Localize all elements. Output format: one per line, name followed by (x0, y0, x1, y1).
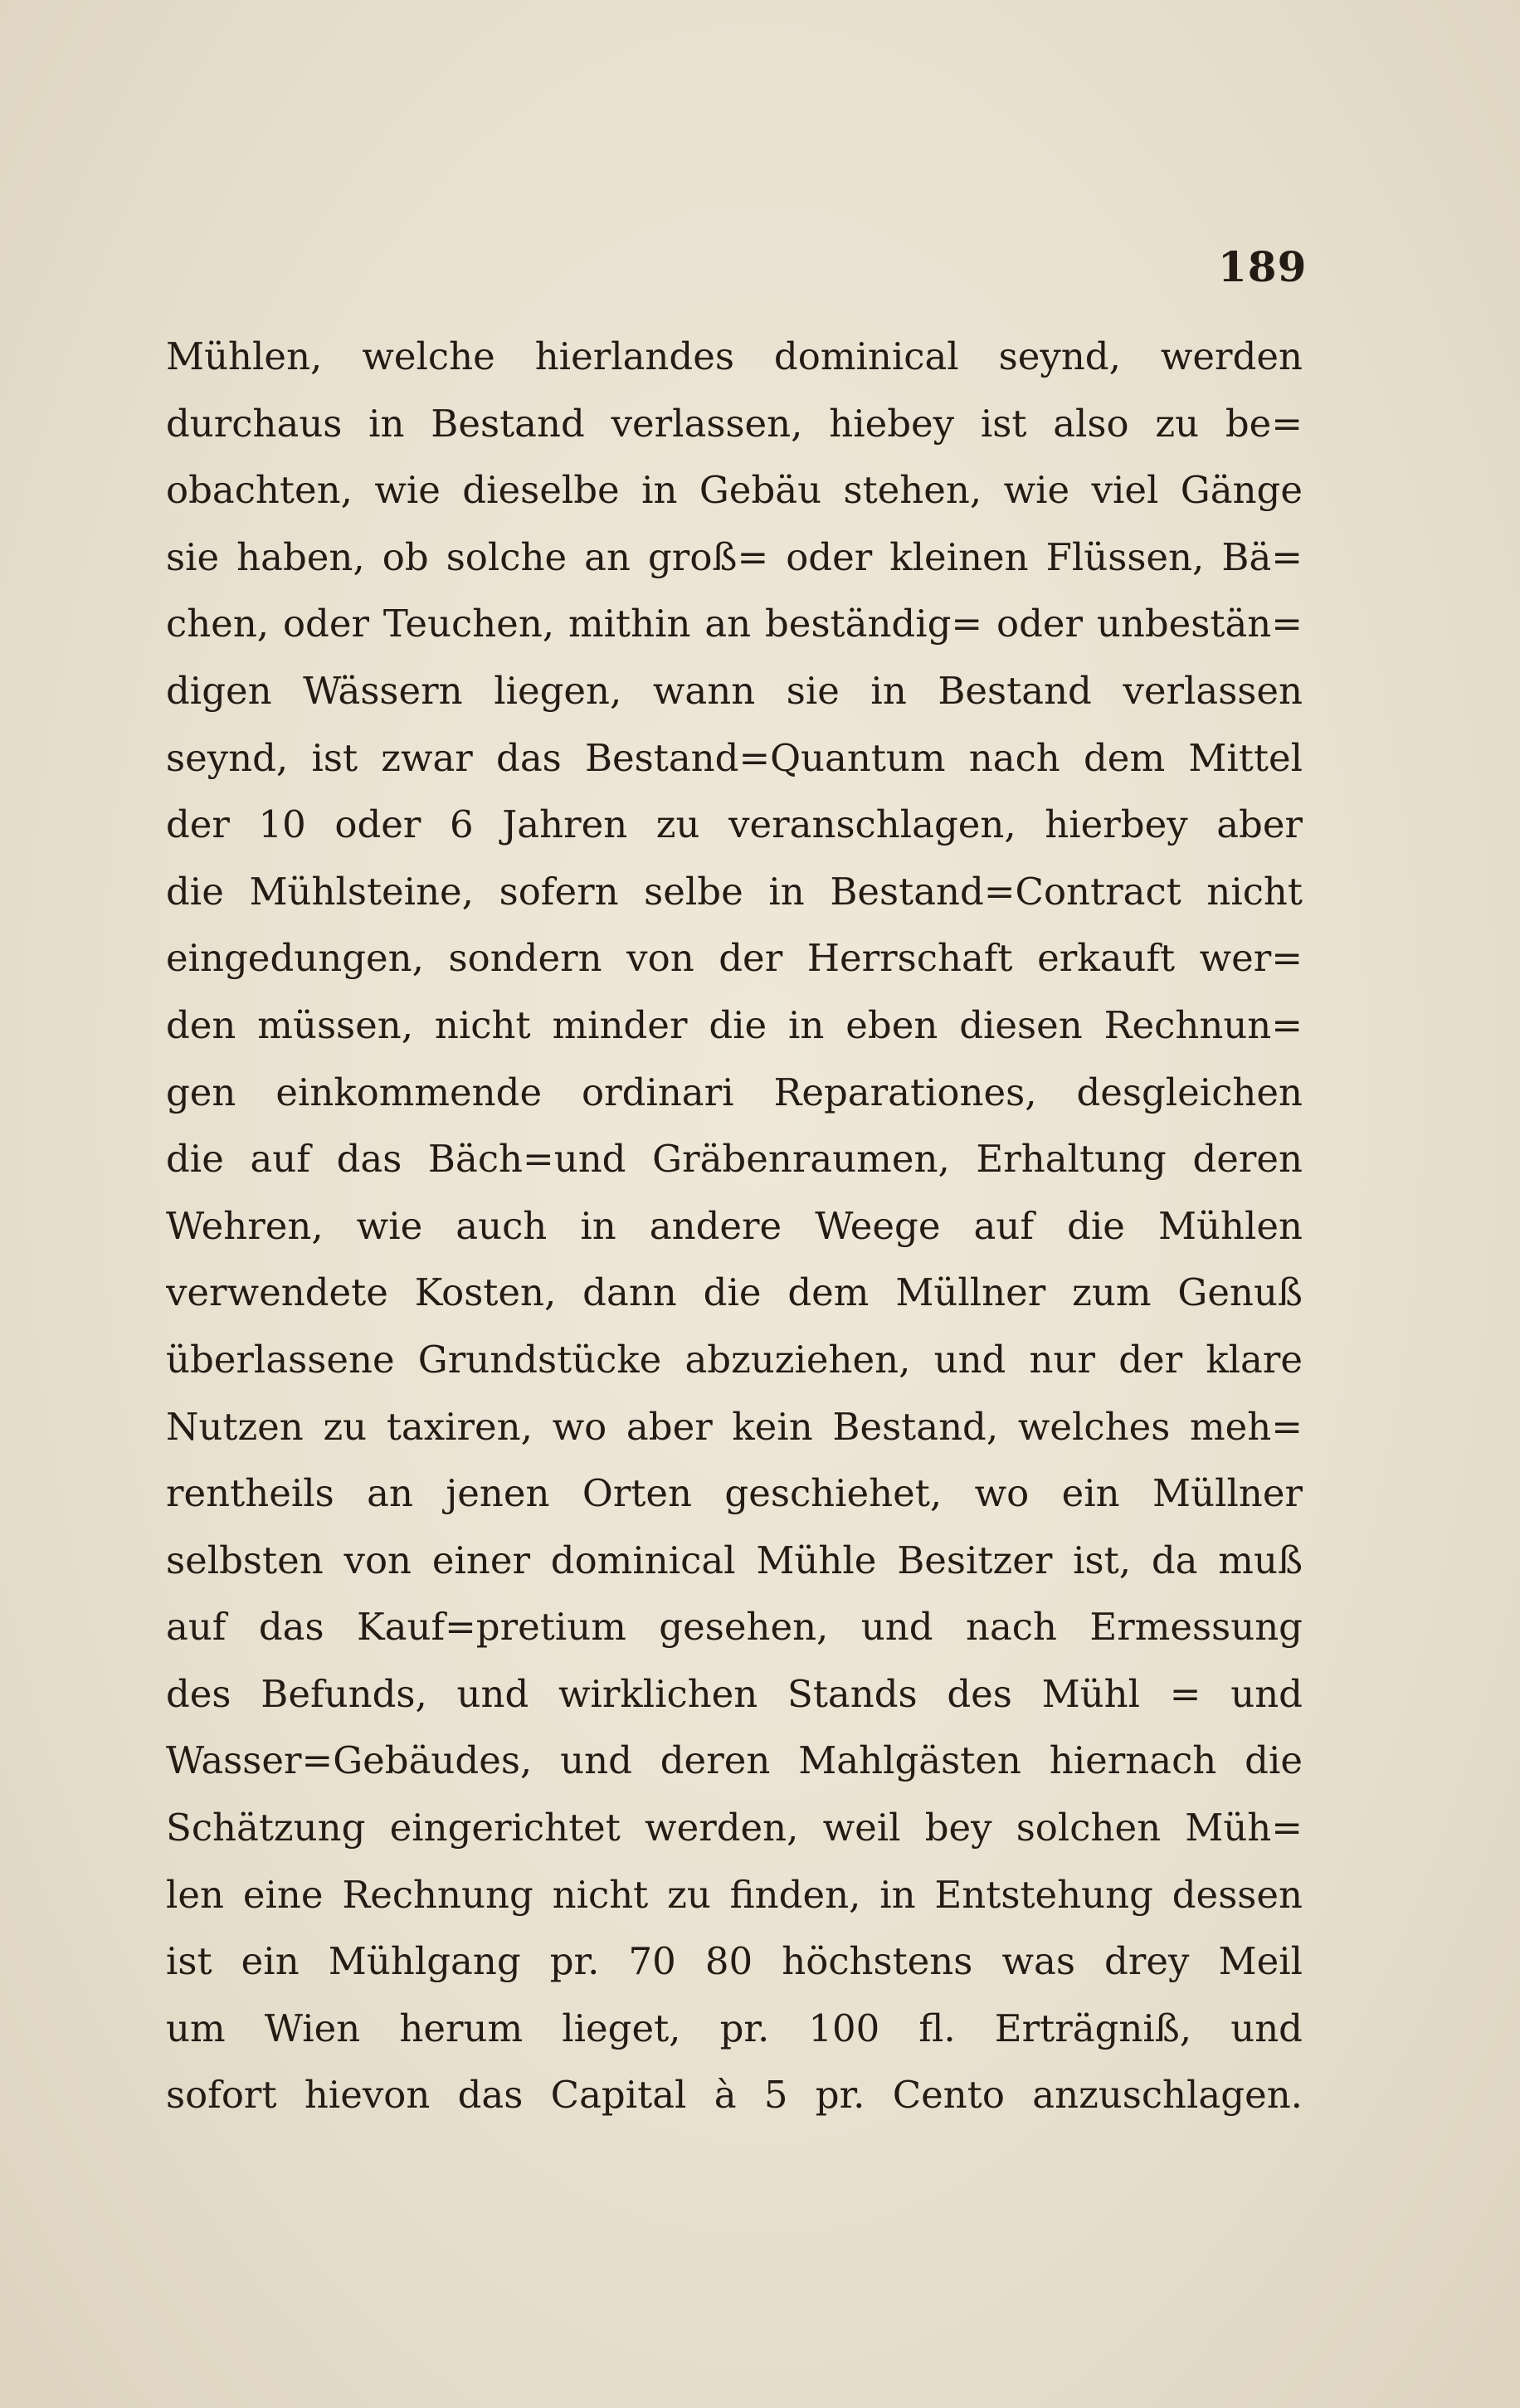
text-line: Mühlen, welche hierlandes dominical seynd, werden (166, 334, 1303, 378)
text-line: des Befunds, und wirklichen Stands des Mühl = und (166, 1671, 1303, 1716)
text-line: den müssen, nicht minder die in eben diesen Rechnun= (166, 1002, 1303, 1047)
text-line: Wehren, wie auch in andere Weege auf die Mühlen (166, 1203, 1303, 1248)
text-line: rentheils an jenen Orten geschiehet, wo ein Müllner (166, 1471, 1303, 1516)
text-line: eingedungen, sondern von der Herrschaft erkauft wer= (166, 936, 1303, 981)
text-line: selbsten von einer dominical Mühle Besitzer ist, da muß (166, 1538, 1303, 1582)
text-line: sofort hievon das Capital à 5 pr. Cento anzuschlagen. (166, 2073, 1303, 2118)
text-line: obachten, wie dieselbe in Gebäu stehen, wie viel Gänge (166, 468, 1303, 513)
body-text (166, 324, 1303, 2129)
text-line: ist ein Mühlgang pr. 70 80 höchstens was drey Meil (166, 1939, 1303, 1984)
text-line: um Wien herum lieget, pr. 100 fl. Erträgniß, und (166, 2006, 1303, 2050)
text-line: überlassene Grundstücke abzuziehen, und nur der klare (166, 1337, 1303, 1382)
text-line: verwendete Kosten, dann die dem Müllner zum Genuß (166, 1270, 1303, 1315)
text-line: die Mühlsteine, sofern selbe in Bestand=Contract nicht (166, 869, 1303, 914)
text-line: seynd, ist zwar das Bestand=Quantum nach dem Mittel (166, 735, 1303, 780)
text-line: durchaus in Bestand verlassen, hiebey ist also zu be= (166, 401, 1303, 446)
text-line: Wasser=Gebäudes, und deren Mahlgästen hiernach die (166, 1738, 1303, 1783)
text-line: len eine Rechnung nicht zu finden, in Entstehung dessen (166, 1872, 1303, 1917)
text-line: gen einkommende ordinari Reparationes, desgleichen (166, 1070, 1303, 1114)
text-line: auf das Kauf=pretium gesehen, und nach Ermessung (166, 1605, 1303, 1650)
page-number: 189 (1218, 242, 1308, 291)
text-line: digen Wässern liegen, wann sie in Bestand verlassen (166, 668, 1303, 713)
text-line: Schätzung eingerichtet werden, weil bey solchen Müh= (166, 1806, 1303, 1850)
text-line: chen, oder Teuchen, mithin an beständig= oder unbestän= (166, 602, 1303, 646)
text-line: Nutzen zu taxiren, wo aber kein Bestand, welches meh= (166, 1404, 1303, 1449)
text-line: der 10 oder 6 Jahren zu veranschlagen, hierbey aber (166, 802, 1303, 847)
text-line: sie haben, ob solche an groß= oder kleinen Flüssen, Bä= (166, 534, 1303, 579)
text-line: die auf das Bäch=und Gräbenraumen, Erhaltung deren (166, 1137, 1303, 1182)
